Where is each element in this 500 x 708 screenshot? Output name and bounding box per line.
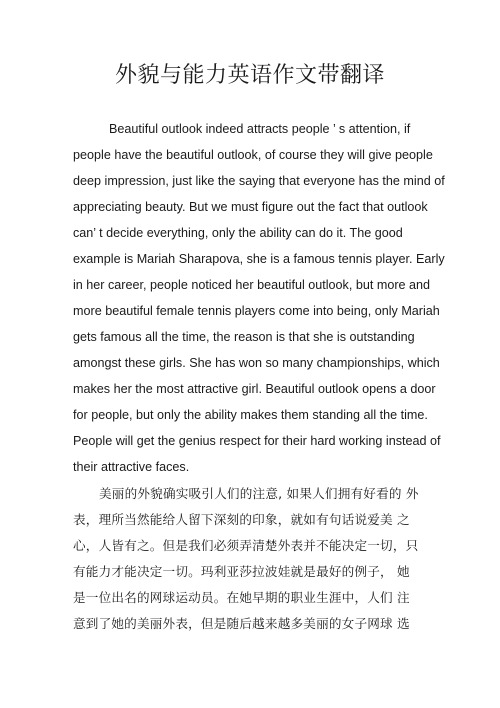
english-line: their attractive faces. (73, 460, 190, 474)
english-line: People will get the genius respect for their hard working instead of (73, 434, 441, 448)
english-line: more beautiful female tennis players come into being, only Mariah (73, 304, 440, 318)
english-line: for people, but only the ability makes them standing all the time. (73, 408, 428, 422)
english-line: example is Mariah Sharapova, she is a famous tennis player. Early (73, 252, 445, 266)
chinese-line: 是一位出名的网球运动员。在她早期的职业生涯中，人们 注 (73, 590, 410, 605)
chinese-line: 表，理所当然能给人留下深刻的印象，就如有句话说爱美 之 (73, 512, 410, 527)
english-line: gets famous all the time, the reason is that she is outstanding (73, 330, 415, 344)
english-line: makes her the most attractive girl. Beautiful outlook opens a door (73, 382, 436, 396)
english-line: amongst these girls. She has won so many championships, which (73, 356, 440, 370)
chinese-line: 心，人皆有之。但是我们必须弄清楚外表并不能决定一切，只 (73, 538, 419, 553)
english-line: deep impression, just like the saying that everyone has the mind of (73, 174, 445, 188)
english-essay (73, 116, 445, 480)
chinese-line: 美丽的外貌确实吸引人们的注意, 如果人们拥有好看的 外 (99, 486, 419, 501)
document-title: 外貌与能力英语作文带翻译 (114, 63, 385, 88)
english-line: can’ t decide everything, only the ability can do it. The good (73, 226, 403, 240)
english-line: appreciating beauty. But we must figure out the fact that outlook (73, 200, 428, 214)
english-line: people have the beautiful outlook, of course they will give people (73, 148, 433, 162)
english-line: Beautiful outlook indeed attracts people ’ s attention, if (109, 122, 411, 136)
chinese-translation (73, 481, 431, 637)
chinese-line: 有能力才能决定一切。玛利亚莎拉波娃就是最好的例子， 她 (73, 564, 410, 579)
chinese-line: 意到了她的美丽外表，但是随后越来越多美丽的女子网球 选 (73, 616, 410, 631)
english-line: in her career, people noticed her beautiful outlook, but more and (73, 278, 431, 292)
